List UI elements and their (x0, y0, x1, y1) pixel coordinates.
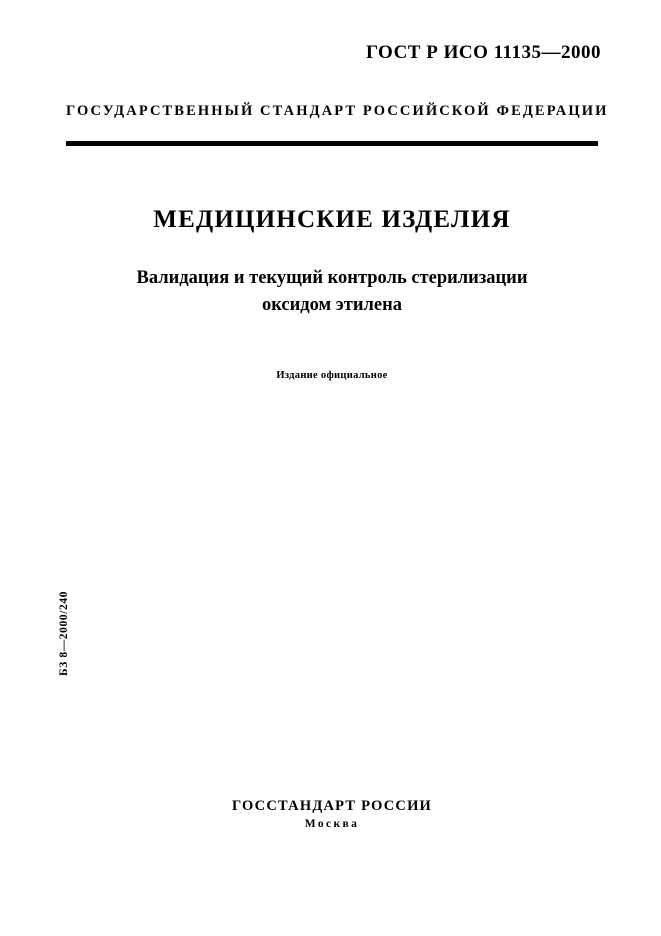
publisher-city: Москва (304, 818, 360, 830)
subtitle-line-2: оксидом этилена (261, 295, 403, 315)
authority-line: ГОСУДАРСТВЕННЫЙ СТАНДАРТ РОССИЙСКОЙ ФЕДЕРАЦИИ (66, 103, 609, 119)
page-title: МЕДИЦИНСКИЕ ИЗДЕЛИЯ (153, 206, 511, 233)
header-rule (66, 141, 598, 146)
subtitle-line-1: Валидация и текущий контроль стерилизации (136, 268, 528, 288)
edition-note: Издание официальное (276, 370, 388, 381)
standard-number: ГОСТ Р ИСО 11135—2000 (365, 42, 601, 63)
subtitle (96, 265, 568, 319)
side-code: БЗ 8—2000/240 (58, 590, 70, 676)
publisher-name: ГОССТАНДАРТ РОССИИ (231, 798, 433, 814)
